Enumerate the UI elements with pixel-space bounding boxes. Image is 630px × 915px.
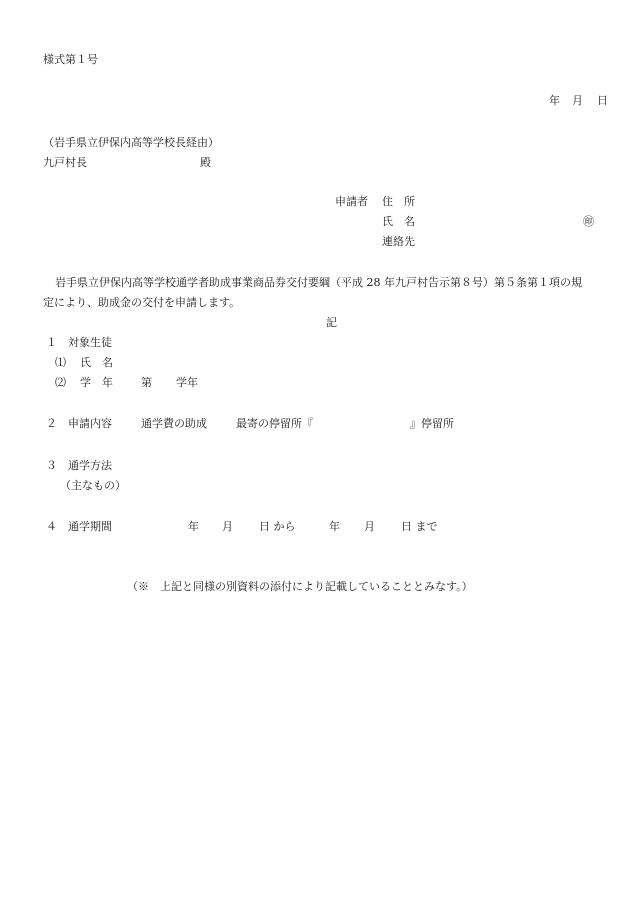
ki-heading: 記: [326, 316, 337, 329]
section1-item1-num: ⑴: [55, 356, 66, 369]
body-line-2: 定により、助成金の交付を申請します。: [43, 296, 241, 309]
date-year: 年: [549, 94, 560, 107]
section1-title: １ 対象生徒: [46, 336, 112, 349]
body-line-1: 岩手県立伊保内高等学校通学者助成事業商品券交付要綱（平成 28 年九戸村告示第８号）第５条第１項の規: [55, 276, 582, 289]
section3-sub: （主なもの）: [60, 479, 126, 492]
via-line: （岩手県立伊保内高等学校長経由）: [43, 136, 219, 149]
section2-content: 通学費の助成: [141, 417, 207, 430]
date-day: 日: [597, 94, 608, 107]
addressee-name: 九戸村長: [43, 156, 87, 169]
section3-title: ３ 通学方法: [46, 459, 112, 472]
grade-suffix: 学年: [176, 376, 198, 389]
grade-prefix: 第: [141, 376, 152, 389]
stop-label: 最寄の停留所『: [236, 417, 313, 430]
section1-item2-label: 学 年: [80, 376, 113, 389]
form-number: 様式第１号: [43, 53, 98, 66]
section2-title: ２ 申請内容: [46, 417, 112, 430]
section1-item1-label: 氏 名: [80, 356, 113, 369]
addressee-honorific: 殿: [200, 156, 211, 169]
period-day-to: 日 まで: [401, 520, 438, 533]
period-month-to: 月: [364, 520, 375, 533]
contact-label: 連絡先: [382, 235, 415, 248]
stop-suffix: 』停留所: [410, 417, 454, 430]
period-month-from: 月: [222, 520, 233, 533]
date-month: 月: [572, 94, 583, 107]
seal-mark: ㊞: [583, 215, 594, 228]
section4-title: ４ 通学期間: [46, 520, 112, 533]
period-year-to: 年: [329, 520, 340, 533]
name-label: 氏 名: [382, 215, 415, 228]
period-year-from: 年: [188, 520, 199, 533]
period-day-from: 日 から: [259, 520, 296, 533]
section1-item2-num: ⑵: [55, 376, 66, 389]
address-label: 住 所: [382, 195, 415, 208]
applicant-label: 申請者: [335, 195, 368, 208]
note-line: （※ 上記と同様の別資料の添付により記載していることとみなす。）: [127, 580, 473, 593]
